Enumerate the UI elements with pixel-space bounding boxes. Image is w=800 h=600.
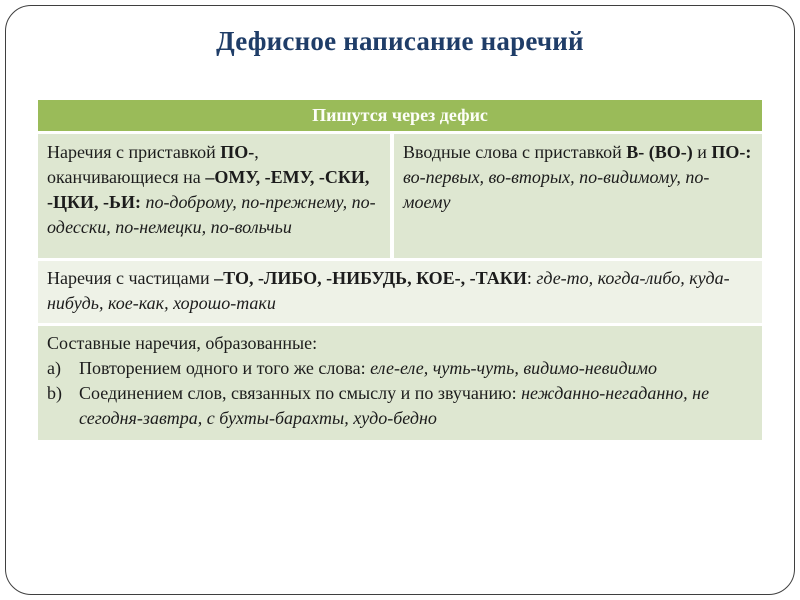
cell-po-prefix-adverbs	[38, 134, 390, 258]
rule-text: Повторением одного и того же слова:	[79, 358, 371, 378]
hyphen-rules-table	[38, 100, 762, 443]
rule-bold: –ОМУ, -ЕМУ, -СКИ, -ЦКИ, -ЬИ:	[47, 167, 370, 212]
list-text-b	[79, 381, 753, 431]
table-row-1	[38, 134, 762, 258]
rule-examples: во-первых, во-вторых, по-видимому, по-моему	[403, 167, 710, 212]
rule-examples: по-доброму, по-прежнему, по-одесски, по-немецки, по-вольчьи	[47, 192, 376, 237]
rule-text: :	[526, 268, 537, 288]
rule-text: Соединением слов, связанных по смыслу и по звучанию:	[79, 383, 522, 403]
compound-intro: Составные наречия, образованные:	[47, 333, 318, 353]
rule-examples: где-то, когда-либо, куда-нибудь, кое-как, хорошо-таки	[47, 268, 730, 313]
rule-text: Вводные слова с приставкой	[403, 142, 627, 162]
rule-examples: еле-еле, чуть-чуть, видимо-невидимо	[370, 358, 658, 378]
rule-bold: –ТО, -ЛИБО, -НИБУДЬ, КОЕ-, -ТАКИ	[214, 268, 527, 288]
table-row-3-compound-adverbs	[38, 326, 762, 440]
list-marker-a: a)	[47, 358, 61, 378]
slide-title: Дефисное написание наречий	[216, 26, 584, 56]
rule-examples: нежданно-негаданно, не сегодня-завтра, с бухты-барахты, худо-бедно	[79, 383, 710, 428]
rule-text: Наречия с приставкой	[47, 142, 221, 162]
rule-text: , оканчивающиеся на	[47, 142, 259, 187]
rule-bold: В- (ВО-)	[626, 142, 693, 162]
rule-text: и	[692, 142, 712, 162]
rule-text: Наречия с частицами	[47, 268, 215, 288]
cell-introductory-words	[394, 134, 762, 258]
rule-bold: ПО-	[220, 142, 255, 162]
list-item-b	[47, 381, 753, 431]
rule-bold: ПО-:	[711, 142, 752, 162]
table-header-label: Пишутся через дефис	[312, 105, 488, 125]
table-row-2-particles	[38, 261, 762, 323]
list-marker-b: b)	[47, 383, 62, 403]
table-header-row	[38, 100, 762, 131]
list-item-a	[47, 356, 753, 381]
list-text-a	[79, 356, 753, 381]
